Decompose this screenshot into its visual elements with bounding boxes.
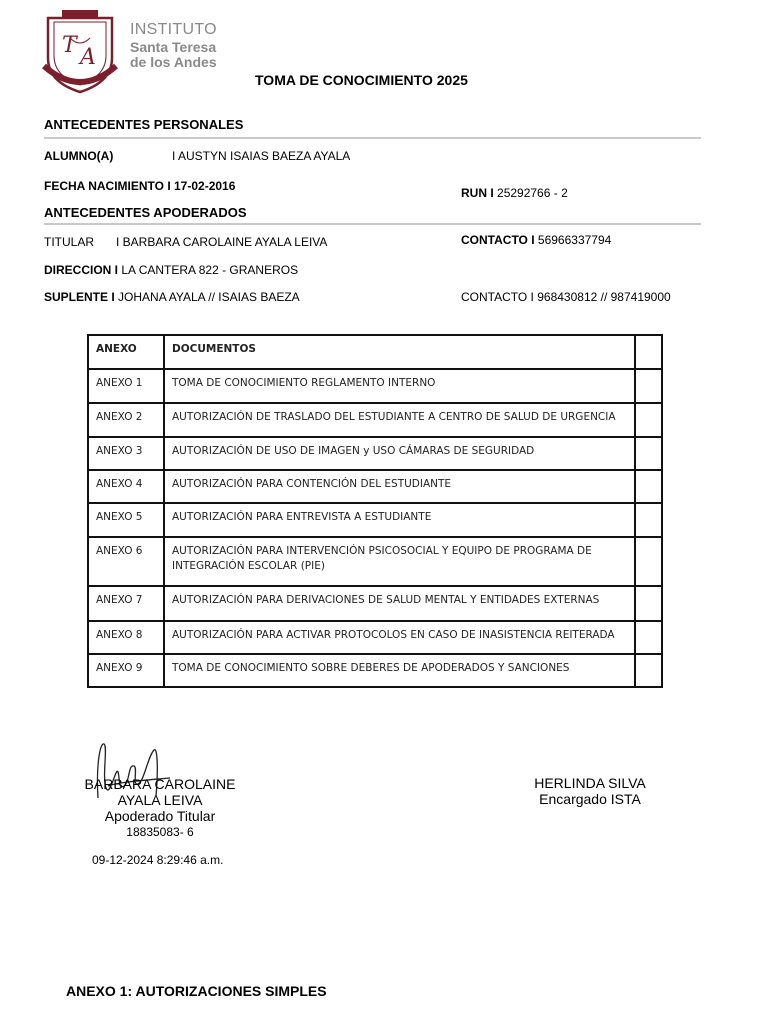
header-check	[635, 335, 662, 369]
check-cell	[635, 403, 662, 437]
table-row	[88, 369, 662, 403]
document-cell: TOMA DE CONOCIMIENTO REGLAMENTO INTERNO	[164, 369, 635, 403]
titular-value: I BARBARA CAROLAINE AYALA LEIVA	[116, 235, 328, 249]
document-cell: AUTORIZACIÓN PARA ACTIVAR PROTOCOLOS EN CASO DE INASISTENCIA REITERADA	[164, 621, 635, 654]
contacto-field	[461, 233, 611, 247]
check-cell	[635, 621, 662, 654]
run-label: RUN I	[461, 186, 494, 200]
suplente-label: SUPLENTE I	[44, 290, 115, 304]
table-row	[88, 470, 662, 503]
document-cell: AUTORIZACIÓN DE TRASLADO DEL ESTUDIANTE A CENTRO DE SALUD DE URGENCIA	[164, 403, 635, 437]
signature-timestamp: 09-12-2024 8:29:46 a.m.	[92, 853, 224, 867]
footer-heading: ANEXO 1: AUTORIZACIONES SIMPLES	[66, 983, 327, 999]
anexo-cell: ANEXO 1	[88, 369, 164, 403]
section-divider	[44, 223, 701, 225]
anexo-cell: ANEXO 3	[88, 437, 164, 470]
table-header-row	[88, 335, 662, 369]
anexo-cell: ANEXO 5	[88, 503, 164, 537]
suplente-contacto: CONTACTO I 968430812 // 987419000	[461, 290, 671, 304]
document-cell: TOMA DE CONOCIMIENTO SOBRE DEBERES DE APODERADOS Y SANCIONES	[164, 654, 635, 687]
check-cell	[635, 470, 662, 503]
check-cell	[635, 654, 662, 687]
documents-table	[87, 334, 663, 688]
institution-name-line1: INSTITUTO	[130, 21, 217, 38]
document-cell: AUTORIZACIÓN PARA INTERVENCIÓN PSICOSOCIAL Y EQUIPO DE PROGRAMA DE INTEGRACIÓN ESCOLAR (PIE)	[164, 537, 635, 586]
document-cell: AUTORIZACIÓN PARA ENTREVISTA A ESTUDIANTE	[164, 503, 635, 537]
anexo-cell: ANEXO 8	[88, 621, 164, 654]
document-cell: AUTORIZACIÓN PARA CONTENCIÓN DEL ESTUDIANTE	[164, 470, 635, 503]
check-cell	[635, 437, 662, 470]
check-cell	[635, 586, 662, 621]
suplente-value: JOHANA AYALA // ISAIAS BAEZA	[118, 290, 300, 304]
check-cell	[635, 537, 662, 586]
svg-text:A: A	[80, 45, 96, 70]
contacto-value: 56966337794	[537, 233, 612, 247]
check-cell	[635, 503, 662, 537]
document-title: TOMA DE CONOCIMIENTO 2025	[255, 72, 468, 88]
run-value: 25292766 - 2	[497, 186, 568, 200]
run-field	[461, 186, 568, 200]
direccion-field	[44, 263, 298, 277]
direccion-label: DIRECCION I	[44, 263, 119, 277]
table-row	[88, 537, 662, 586]
section-personal-title: ANTECEDENTES PERSONALES	[44, 117, 244, 132]
institution-name-line2: Santa Teresa	[130, 39, 217, 55]
institution-seal-logo	[40, 8, 120, 94]
header-documentos: DOCUMENTOS	[164, 335, 635, 369]
anexo-cell: ANEXO 2	[88, 403, 164, 437]
header-anexo: ANEXO	[88, 335, 164, 369]
fecha-nacimiento: FECHA NACIMIENTO I 17-02-2016	[44, 179, 236, 193]
table-row	[88, 403, 662, 437]
table-row	[88, 503, 662, 537]
right-signer-role: Encargado ISTA	[539, 791, 641, 807]
anexo-cell: ANEXO 7	[88, 586, 164, 621]
signer-role: Apoderado Titular	[104, 808, 216, 824]
signer-rut: 18835083- 6	[126, 825, 194, 839]
section-apoderados-title: ANTECEDENTES APODERADOS	[44, 205, 247, 220]
contacto-label: CONTACTO I	[461, 233, 535, 247]
table-row	[88, 437, 662, 470]
table-row	[88, 621, 662, 654]
anexo-cell: ANEXO 9	[88, 654, 164, 687]
anexo-cell: ANEXO 4	[88, 470, 164, 503]
institution-name-line3: de los Andes	[130, 54, 217, 70]
suplente-field	[44, 290, 300, 304]
right-signer-name: HERLINDA SILVA	[534, 775, 646, 791]
document-cell: AUTORIZACIÓN DE USO DE IMAGEN y USO CÁMARAS DE SEGURIDAD	[164, 437, 635, 470]
document-cell: AUTORIZACIÓN PARA DERIVACIONES DE SALUD MENTAL Y ENTIDADES EXTERNAS	[164, 586, 635, 621]
table-row	[88, 586, 662, 621]
signer-name-line1: BARBARA CAROLAINE	[84, 776, 236, 792]
titular-label: TITULAR	[44, 235, 95, 249]
check-cell	[635, 369, 662, 403]
alumno-value: I AUSTYN ISAIAS BAEZA AYALA	[172, 149, 351, 163]
table-row	[88, 654, 662, 687]
section-divider	[44, 137, 701, 139]
signer-name-line2: AYALA LEIVA	[117, 792, 203, 808]
direccion-value: LA CANTERA 822 - GRANEROS	[121, 263, 299, 277]
svg-text:T: T	[62, 33, 77, 58]
anexo-cell: ANEXO 6	[88, 537, 164, 586]
alumno-label: ALUMNO(A)	[44, 149, 114, 163]
